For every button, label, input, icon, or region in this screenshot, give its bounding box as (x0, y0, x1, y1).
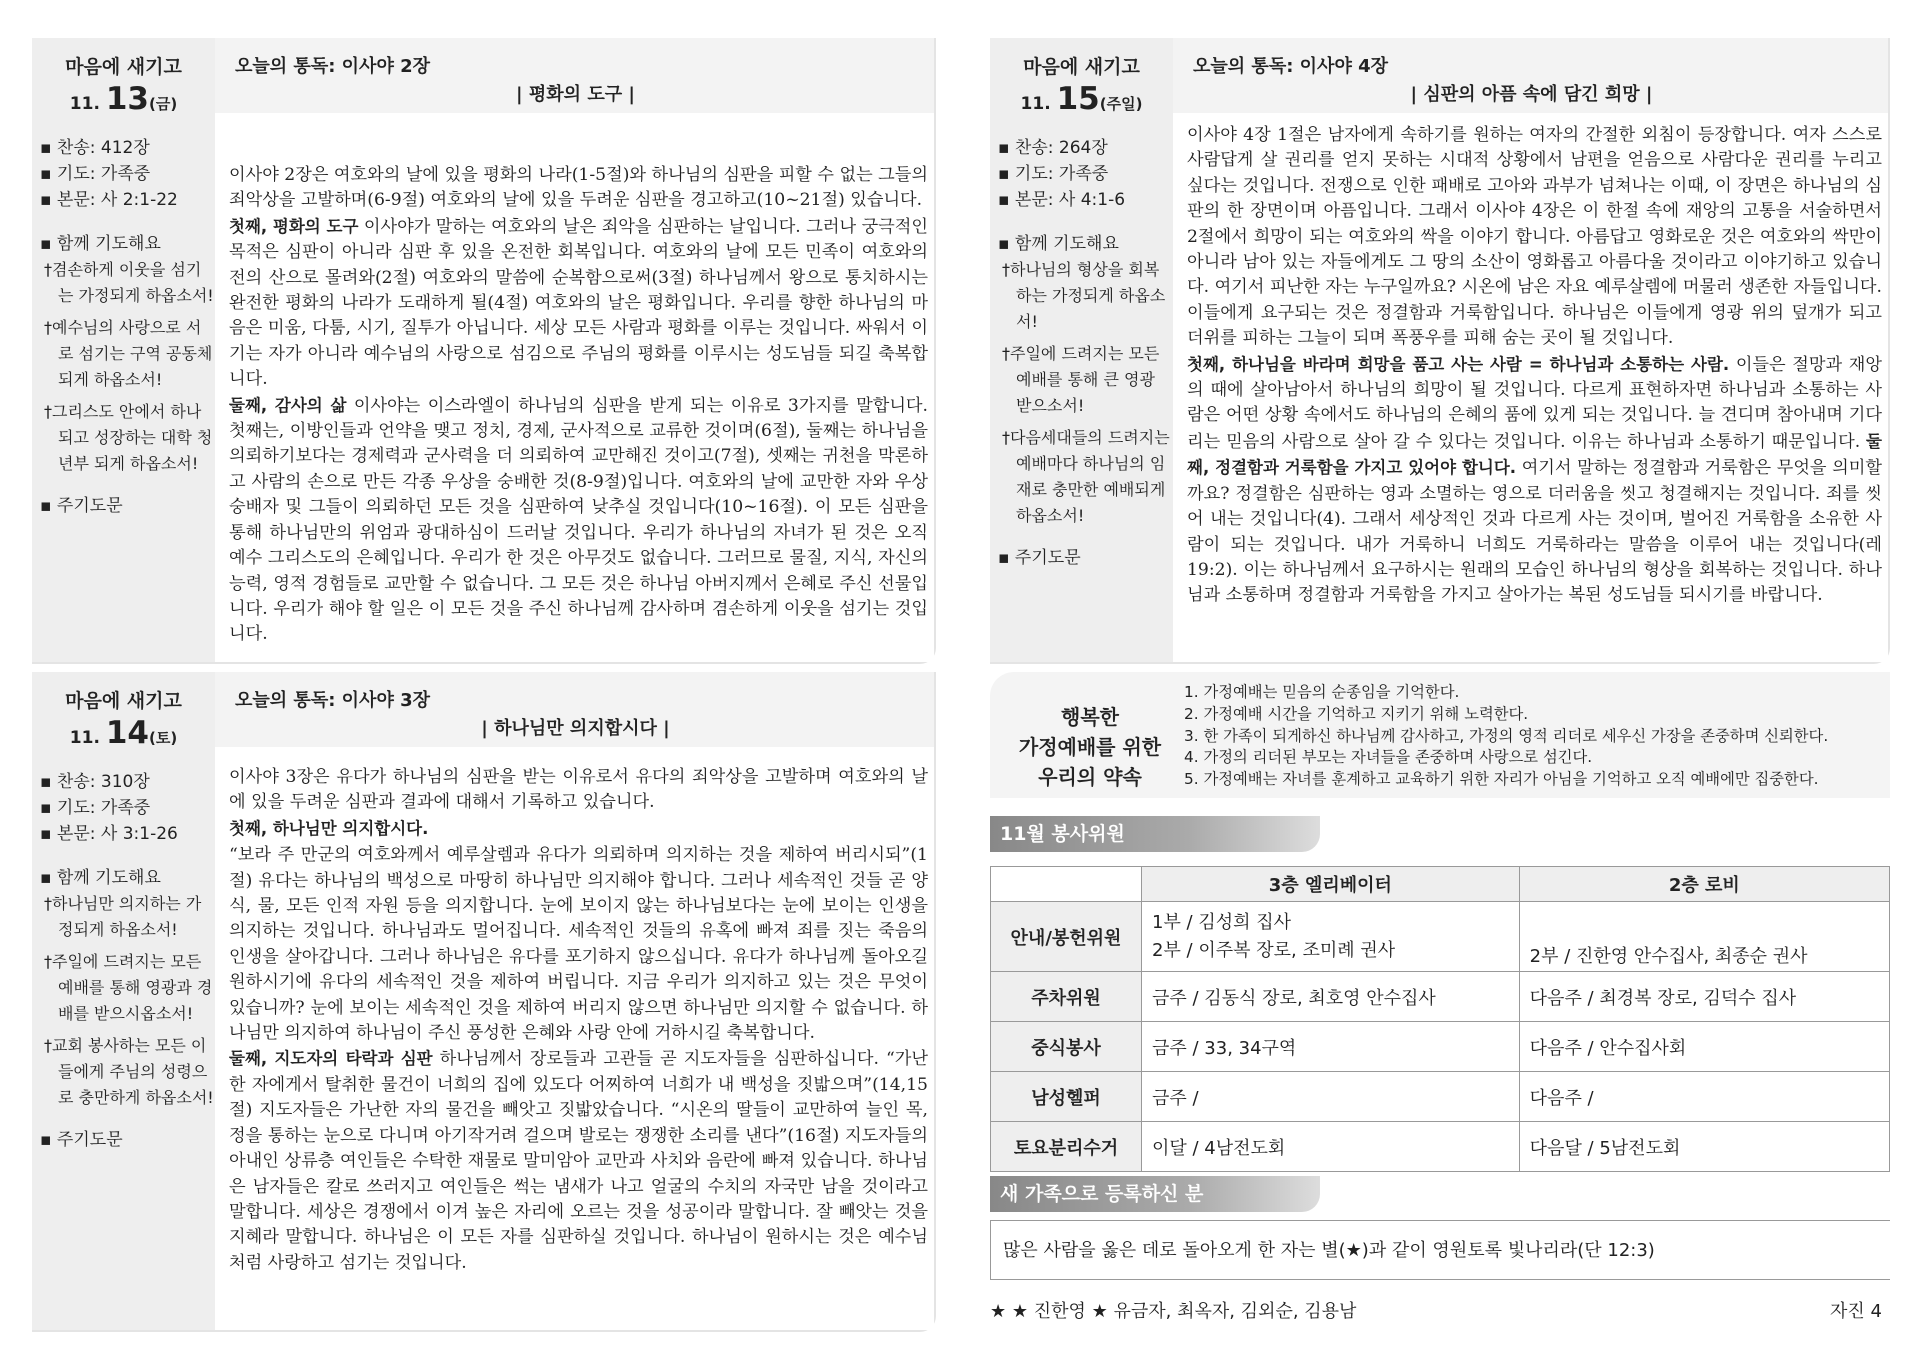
pray-title: ▪ 함께 기도해요 (998, 234, 1119, 254)
table-cell: 다음주 / (1519, 1072, 1889, 1122)
prayer-item: †하나님만 의지하는 가정되게 하옵소서! (44, 894, 202, 939)
table-cell: 금주 / 33, 34구역 (1142, 1022, 1520, 1072)
passage: ▪ 본문: 사 4:1-6 (998, 190, 1126, 210)
paragraph: 첫째, 평화의 도구 이사야가 말하는 여호와의 날은 죄악을 심판하는 날입니다. 그러나 궁극적인 목적은 심판이 아니라 심판 후 있을 온전한 회복입니다. 여호와의 날에 모든 민족이 여호와의 전의 산으로 몰려와(2절) 여호와의 말씀에 순복함으로써(3절) 하나님께서 왕으로 통치하시는 완전한 평화의 나라가 도래하게 될(4절) 여호와의 날은 평화입니다. 우리를 향한 하나님의 마음은 미움, 다툼, 시기, 질투가 아닙니다. 세상 모든 사람과 평화를 이루는 것입니다. 싸워서 이기는 자가 아니라 예수님의 사랑으로 섬김으로 주님의 평화를 이루시는 성도님들 되길 축복합니다. (229, 216, 928, 390)
table-cell: 다음주 / 안수집사회 (1519, 1022, 1889, 1072)
card-meta (40, 135, 215, 519)
passage: ▪ 본문: 사 2:1-22 (40, 190, 178, 210)
card-header (1173, 38, 1890, 113)
card-body (229, 162, 928, 648)
table-cell: 다음달 / 5남전도회 (1519, 1122, 1889, 1172)
table-cell: 2부 / 진한영 안수집사, 최종순 권사 (1519, 902, 1889, 972)
row-header: 중식봉사 (991, 1022, 1142, 1072)
devotion-card-14 (32, 672, 936, 1332)
card-date: 11. 13(금) (69, 81, 178, 117)
reading-title: 오늘의 통독: 이사야 2장 (235, 56, 431, 77)
table-cell: 금주 / 김동식 장로, 최호영 안수집사 (1142, 972, 1520, 1022)
card-label: 마음에 새기고 (65, 56, 182, 78)
table-cell: 이달 / 4남전도회 (1142, 1122, 1520, 1172)
table-cell: 다음주 / 최경복 장로, 김덕수 집사 (1519, 972, 1889, 1022)
prayer-item: †주일에 드려지는 모든 예배를 통해 큰 영광 받으소서! (1002, 344, 1160, 415)
pray-title: ▪ 함께 기도해요 (40, 868, 161, 888)
date-box (32, 38, 215, 117)
pray-title: ▪ 함께 기도해요 (40, 234, 161, 254)
prayer-item: †주일에 드려지는 모든 예배를 통해 영광과 경배를 받으시옵소서! (44, 952, 213, 1023)
card-subtitle: | 심판의 아픔 속에 담긴 희망 | (1410, 84, 1653, 105)
date-box (990, 38, 1173, 117)
promise-list (1184, 682, 1882, 791)
newfamily-title: 새 가족으로 등록하신 분 (990, 1176, 1320, 1212)
reading-title: 오늘의 통독: 이사야 4장 (1193, 56, 1389, 77)
devotion-card-15 (990, 38, 1890, 664)
card-header (215, 672, 936, 747)
devotion-card-13 (32, 38, 936, 664)
prayer-item: †예수님의 사랑으로 서로 섬기는 구역 공동체 되게 하옵소서! (44, 318, 213, 389)
card-subtitle: | 하나님만 의지합시다 | (481, 718, 670, 739)
closing: ▪ 주기도문 (40, 496, 123, 516)
promise-item: 4. 가정의 리더된 부모는 자녀들을 존중하며 사랑으로 섬긴다. (1184, 748, 1593, 767)
date-box (32, 672, 215, 751)
card-meta (998, 135, 1173, 571)
row-header: 토요분리수거 (991, 1122, 1142, 1172)
col-header: 2층 로비 (1519, 867, 1889, 902)
prayer-item: †그리스도 안에서 하나되고 성장하는 대학 청년부 되게 하옵소서! (44, 402, 213, 473)
prayer-item: †겸손하게 이웃을 섬기는 가정되게 하옵소서! (44, 260, 214, 305)
closing: ▪ 주기도문 (998, 548, 1081, 568)
row-header: 안내/봉헌위원 (991, 902, 1142, 972)
passage: ▪ 본문: 사 3:1-26 (40, 824, 178, 844)
promise-title: 행복한 가정예배를 위한 우리의 약속 (1018, 705, 1162, 789)
paragraph: 이사야 3장은 유다가 하나님의 심판을 받는 이유로서 유다의 죄악상을 고발하며 여호와의 날에 있을 두려운 심판과 결과에 대해서 기록하고 있습니다. (229, 767, 928, 813)
paragraph: 첫째, 하나님만 의지합시다. (229, 818, 429, 838)
card-header (215, 38, 936, 113)
paragraph: 이사야 4장 1절은 남자에게 속하기를 원하는 여자의 간절한 외침이 등장합니다. 여자 스스로 사람답게 살 권리를 얻지 못하는 시대적 상황에서 남편을 얻음으로 사람다운 권리를 누리고 싶다는 것입니다. 전쟁으로 인한 패배로 고아와 과부가 넘쳐나는 이때, 이 장면은 하나님의 심판의 한 장면이며 아픔입니다. 그래서 이사야 4장은 이 한절 속에 재앙의 고통을 서술하면서 2절에서 희망이 되는 여호와의 싹을 이야기 합니다. 아름답고 영화로운 것은 여호와의 싹만이 아니라 남아 있는 자들에게도 그 땅의 소산이 영화롭고 아름다울 것이라고 이야기하고 있습니다. 여기서 피난한 자는 누구일까요? 시온에 남은 자요 예루살렘에 머물러 생존한 자들입니다. 이들에게 요구되는 것은 정결함과 거룩함입니다. 하나님은 이들에게 영광 위의 덮개가 되고 더위를 피하는 그늘이 되며 폭풍우를 피해 숨는 곳이 될 것입니다. (1187, 125, 1882, 349)
row-header: 남성헬퍼 (991, 1072, 1142, 1122)
hymn: ▪ 찬송: 310장 (40, 772, 150, 792)
table-cell: 1부 / 김성희 집사 2부 / 이주복 장로, 조미례 권사 (1142, 902, 1520, 972)
family-worship-promise (990, 672, 1890, 798)
table-cell: 금주 / (1142, 1072, 1520, 1122)
card-date: 11. 15(주일) (1020, 81, 1143, 117)
prayer: ▪ 기도: 가족중 (40, 798, 151, 818)
card-meta (40, 769, 215, 1153)
promise-item: 2. 가정예배 시간을 기억하고 지키기 위해 노력한다. (1184, 704, 1529, 723)
paragraph: 이사야 2장은 여호와의 날에 있을 평화의 나라(1-5절)와 하나님의 심판을 피할 수 없는 그들의 죄악상을 고발하며(6-9절) 여호와의 날에 있을 두려운 심판을 경고하고(10~21절) 있습니다. (229, 165, 928, 211)
card-date: 11. 14(토) (69, 715, 178, 751)
hymn: ▪ 찬송: 264장 (998, 138, 1108, 158)
promise-item: 1. 가정예배는 믿음의 순종임을 기억한다. (1184, 683, 1460, 701)
card-body (1187, 122, 1882, 609)
card-label: 마음에 새기고 (1023, 56, 1140, 78)
newfamily-names (990, 1292, 1890, 1332)
promise-item: 5. 가정예배는 자녀를 훈계하고 교육하기 위한 자리가 아님을 기억하고 오직 예배에만 집중한다. (1184, 770, 1819, 789)
bible-verse: 많은 사람을 옳은 데로 돌아오게 한 자는 별(★)과 같이 영원토록 빛나리라(단 12:3) (990, 1220, 1890, 1280)
prayer: ▪ 기도: 가족중 (40, 164, 151, 184)
hymn: ▪ 찬송: 412장 (40, 138, 150, 158)
prayer: ▪ 기도: 가족중 (998, 164, 1109, 184)
reading-title: 오늘의 통독: 이사야 3장 (235, 690, 431, 711)
volunteers-table (990, 866, 1890, 1172)
paragraph: 둘째, 지도자의 타락과 심판 하나님께서 장로들과 고관들 곧 지도자들을 심판하십니다. “가난한 자에게서 탈취한 물건이 너희의 집에 있도다 어찌하여 너희가 내 백성을 짓밟으며”(14,15절) 지도자들은 가난한 자의 물건을 빼앗고 짓밟았습니다. “시온의 딸들이 교만하여 늘인 목, 정을 통하는 눈으로 다니며 아기작거려 걸으며 발로는 쟁쟁한 소리를 낸다”(16절) 지도자들의 아내인 상류층 여인들은 수탁한 재물로 말미암아 교만과 사치와 음란에 빠져 있습니다. 하나님은 남자들은 칼로 쓰러지고 여인들은 썩는 냄새가 나고 얼굴의 수치의 자국만 남을 것이라고 말합니다. 세상은 경쟁에서 이겨 높은 자리에 오르는 것을 성공이라 말합니다. 잘 빼앗는 것을 지혜라 말합니다. 하나님은 이 모든 자를 심판하실 것입니다. 하나님이 원하시는 것은 예수님처럼 사랑하고 섬기는 것입니다. (229, 1049, 928, 1273)
prayer-item: †하나님의 형상을 회복하는 가정되게 하옵소서! (1002, 260, 1166, 331)
paragraph: “보라 주 만군의 여호와께서 예루살렘과 유다가 의뢰하며 의지하는 것을 제하여 버리시되”(1절) 유다는 하나님의 백성으로 마땅히 하나님만 의지해야 합니다. 그러나 세속적인 것들 곧 양식, 물, 모든 인적 자원 등을 의지합니다. 눈에 보이지 않는 하나님보다는 눈에 보이는 인생을 의지하는 것입니다. 하나님과도 멀어집니다. 세속적인 것들의 유혹에 빠져 죄를 짓는 죽음의 인생을 살아갑니다. 그러나 하나님은 유다를 포기하지 않으십니다. 유다가 하나님께 돌아오길 원하시기에 유다의 세속적인 것을 제하여 버립니다. 지금 우리가 의지하고 있는 것은 무엇이 있습니까? 눈에 보이는 세속적인 것을 제하여 버리지 않으면 하나님만 의지할 수 없습니다. 하나님만 의지하여 하나님이 주신 풍성한 은혜와 사랑 안에 거하시길 축복합니다. (229, 845, 928, 1044)
prayer-item: †다음세대들의 드려지는 예배마다 하나님의 임재로 충만한 예배되게 하옵소서! (1002, 428, 1170, 525)
promise-item: 3. 한 가족이 되게하신 하나님께 감사하고, 가정의 영적 리더로 세우신 가장을 존중하며 신뢰한다. (1184, 726, 1829, 745)
paragraph: 첫째, 하나님을 바라며 희망을 품고 사는 사람 = 하나님과 소통하는 사람. 이들은 절망과 재앙의 때에 살아남아서 하나님의 희망이 될 것입니다. 다르게 표현하자면 하나님과 소통하는 사람은 어떤 상황 속에서도 하나님의 은혜의 품에 있게 되는 것입니다. 늘 견디며 참아내며 기다리는 믿음의 사람으로 살아 갈 수 있다는 것입니다. 이유는 하나님과 소통하기 때문입니다. 둘째, 정결함과 거룩함을 가지고 있어야 합니다. 여기서 말하는 정결함과 거룩함은 무엇을 의미할까요? 정결함은 심판하는 영과 소멸하는 영으로 더러움을 씻고 청결해지는 것입니다. 죄를 씻어 내는 것입니다(4). 그래서 세상적인 것과 다르게 사는 것이며, 벌어진 거룩함을 소유한 사람이 되는 것입니다. 내가 거룩하니 너희도 거룩하라는 말씀을 이루어 내는 것입니다(레 19:2). 이는 하나님께서 요구하시는 원래의 모습인 하나님의 형상을 회복하는 것입니다. 하나님과 소통하며 정결함과 거룩함을 가지고 살아가는 복된 성도님들 되시기를 바랍니다. (1187, 354, 1882, 606)
row-header: 주차위원 (991, 972, 1142, 1022)
prayer-item: †교회 봉사하는 모든 이들에게 주님의 성령으로 충만하게 하옵소서! (44, 1036, 214, 1107)
page-number: 자진 4 (1830, 1301, 1882, 1322)
card-subtitle: | 평화의 도구 | (516, 84, 635, 105)
paragraph: 둘째, 감사의 삶 이사야는 이스라엘이 하나님의 심판을 받게 되는 이유로 3가지를 말합니다. 첫째는, 이방인들과 언약을 맺고 정치, 경제, 군사적으로 교류한 것이며(6절), 둘째는 하나님을 의뢰하기보다는 경제력과 군사력을 더 의뢰하여 교만해진 것이고(7절), 셋째는 귀천을 막론하고 사람의 손으로 만든 각종 우상을 숭배한 것(8-9절)입니다. 여호와의 날에 교만한 자와 우상 숭배자 및 그들이 의뢰하던 모든 것을 심판하여 낮추실 것입니다(10~16절). 이 모든 심판을 통해 하나님만의 위엄과 광대하심이 드러날 것입니다. 우리가 하나님의 자녀가 된 것은 오직 예수 그리스도의 은혜입니다. 우리가 한 것은 아무것도 없습니다. 그러므로 물질, 지식, 자신의 능력, 영적 경험들로 교만할 수 없습니다. 그 모든 것은 하나님 아버지께서 은혜로 주신 선물입니다. 우리가 해야 할 일은 이 모든 것을 주신 하나님께 감사하며 겸손하게 이웃을 섬기는 것입니다. (229, 395, 928, 645)
names-list: ★ ★ 진한영 ★ 유금자, 최옥자, 김외순, 김용남 (990, 1301, 1357, 1322)
col-header: 3층 엘리베이터 (1142, 867, 1520, 902)
volunteers-title: 11월 봉사위원 (990, 816, 1320, 852)
card-label: 마음에 새기고 (65, 690, 182, 712)
card-body (229, 764, 928, 1276)
closing: ▪ 주기도문 (40, 1130, 123, 1150)
